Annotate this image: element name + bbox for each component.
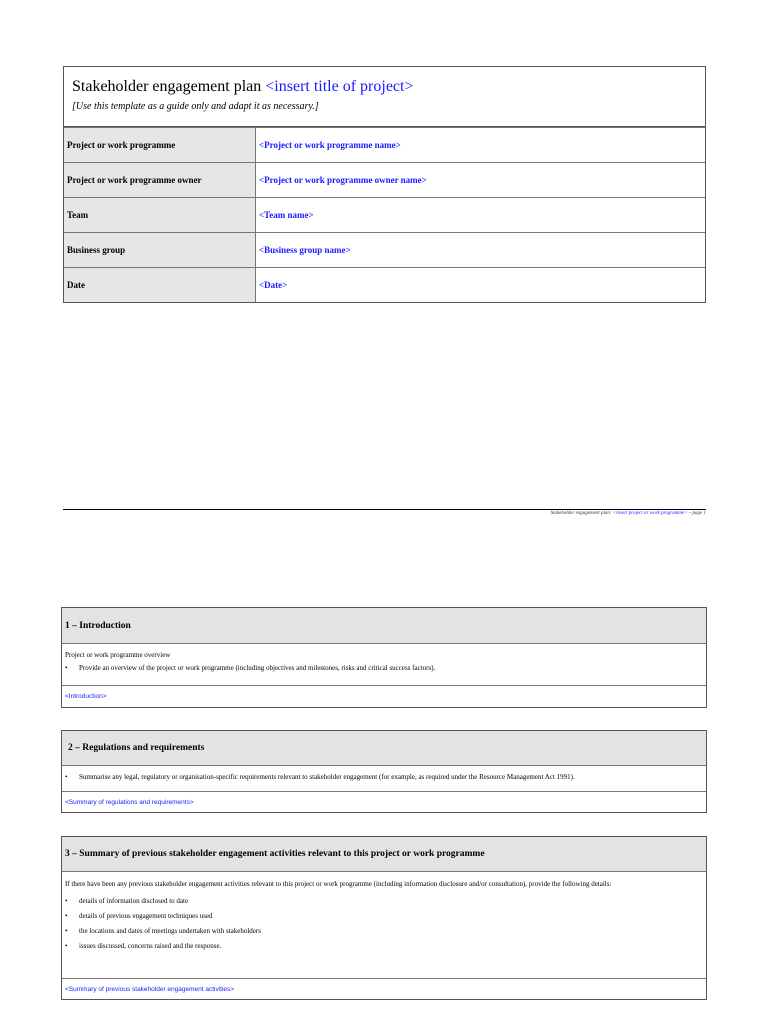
list-item bbox=[65, 897, 703, 905]
section-heading: 3 – Summary of previous stakeholder engagement activities relevant to this project or work programme bbox=[62, 837, 706, 872]
section-body bbox=[62, 766, 706, 791]
cover-row bbox=[64, 162, 705, 197]
bullet-glyph: • bbox=[65, 773, 68, 781]
list-item-text: details of information disclosed to date bbox=[79, 897, 189, 905]
cover-row bbox=[64, 197, 705, 232]
section-body bbox=[62, 644, 706, 685]
row-value: <Date> bbox=[259, 280, 288, 290]
title-placeholder: <insert title of project> bbox=[265, 78, 414, 95]
cover-header bbox=[64, 67, 705, 127]
bullet-glyph: • bbox=[65, 664, 68, 672]
bullet-glyph: • bbox=[65, 942, 68, 950]
list-item-text: the locations and dates of meetings undertaken with stakeholders bbox=[79, 927, 261, 935]
section-previous-engagement bbox=[61, 836, 707, 1000]
section-regulations bbox=[61, 730, 707, 813]
row-label: Project or work programme owner bbox=[64, 163, 256, 197]
title-prefix: Stakeholder engagement plan bbox=[72, 78, 262, 95]
row-value: <Business group name> bbox=[259, 245, 351, 255]
list-item bbox=[65, 942, 703, 950]
list-item-text: details of previous engagement techniques used bbox=[79, 912, 213, 920]
list-item bbox=[65, 912, 703, 920]
cover-row bbox=[64, 127, 705, 162]
section-heading: 1 – Introduction bbox=[62, 608, 706, 644]
list-item bbox=[65, 927, 703, 935]
footer-prefix: Stakeholder engagement plan: bbox=[550, 511, 612, 516]
cover-table bbox=[63, 66, 706, 303]
row-label: Business group bbox=[64, 233, 256, 267]
section-introduction bbox=[61, 607, 707, 708]
row-value: <Project or work programme owner name> bbox=[259, 175, 427, 185]
section-intro: Project or work programme overview bbox=[65, 651, 171, 659]
row-value: <Project or work programme name> bbox=[259, 140, 401, 150]
section-heading: 2 – Regulations and requirements bbox=[62, 731, 706, 766]
cover-row bbox=[64, 267, 705, 302]
section-intro: If there have been any previous stakeholder engagement activities relevant to this project or work programme (including information disclosure and/or consultation), provide the following details: bbox=[65, 880, 612, 888]
section-placeholder: <Summary of previous stakeholder engagement activities> bbox=[62, 978, 706, 999]
document-title bbox=[72, 77, 697, 97]
bullet-glyph: • bbox=[65, 897, 68, 905]
list-item bbox=[65, 773, 703, 781]
section-placeholder: <Introduction> bbox=[62, 685, 706, 707]
row-label: Project or work programme bbox=[64, 128, 256, 162]
row-value: <Team name> bbox=[259, 210, 314, 220]
section-placeholder: <Summary of regulations and requirements> bbox=[62, 791, 706, 812]
template-note: [Use this template as a guide only and adapt it as necessary.] bbox=[72, 101, 319, 112]
footer-placeholder: <insert project or work programme> bbox=[612, 511, 688, 516]
row-label: Team bbox=[64, 198, 256, 232]
cover-row bbox=[64, 232, 705, 267]
row-label: Date bbox=[64, 268, 256, 302]
page-footer bbox=[550, 511, 706, 516]
list-item-text: Provide an overview of the project or work programme (including objectives and milestones, risks and critical success factors). bbox=[79, 664, 436, 672]
list-item-text: Summarise any legal, regulatory or organisation-specific requirements relevant to stakeholder engagement (for example, as required under the Resource Management Act 1991). bbox=[79, 773, 575, 781]
bullet-glyph: • bbox=[65, 912, 68, 920]
list-item bbox=[65, 664, 703, 672]
footer-page: – page 1 bbox=[688, 511, 706, 516]
list-item-text: issues discussed, concerns raised and the response. bbox=[79, 942, 222, 950]
section-body bbox=[62, 872, 706, 978]
footer-divider bbox=[63, 509, 706, 510]
bullet-glyph: • bbox=[65, 927, 68, 935]
